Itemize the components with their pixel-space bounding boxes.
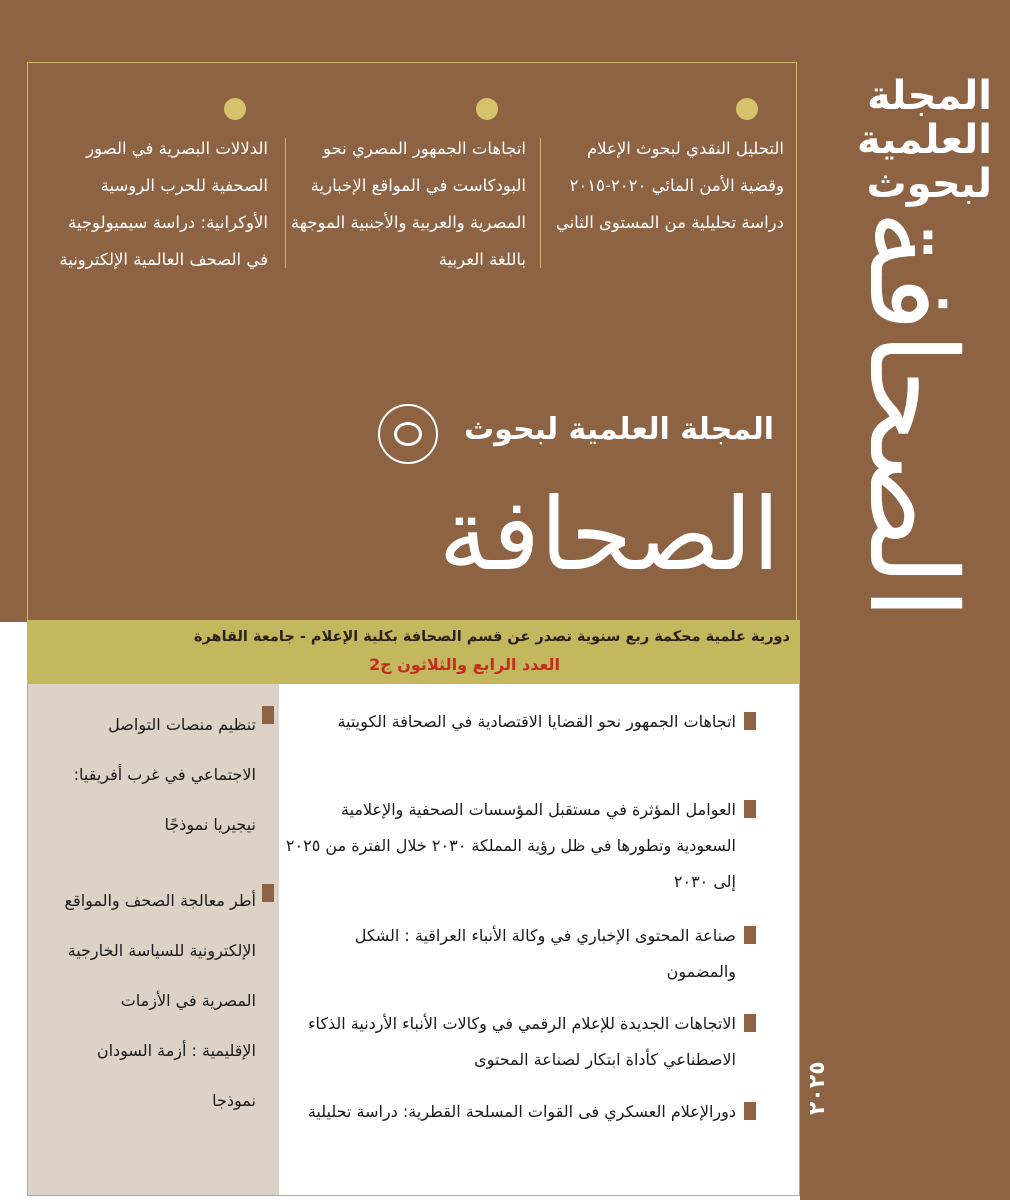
brown-square-bullet-icon [744,1014,756,1032]
column-separator [540,138,541,268]
issue-date: أكتوبر / ديسمبر ٢٠٢٥ [761,1004,830,1172]
issue-number: العدد الرابع والثلاثون ج2 [368,655,560,674]
top-article-1: التحليل النقدي لبحوث الإعلام وقضية الأمن المائي ٢٠٢٠-٢٠١٥ دراسة تحليلية من المستوى الثاني [555,139,784,232]
brown-square-bullet-icon [262,884,274,902]
top-article-3: الدلالات البصرية في الصور الصحفية للحرب الروسية الأوكرانية: دراسة سيميولوجية في الصحف العالمية الإلكترونية [59,139,268,269]
brown-square-bullet-icon [744,926,756,944]
side-journal-title [812,74,992,206]
top-gold-frame-right [796,62,797,622]
side-title-line: المجلة [867,73,992,119]
top-article-2: اتجاهات الجمهور المصري نحو البودكاست في المواقع الإخبارية المصرية والعربية والأجنبية الموجهة باللغة العربية [290,139,526,269]
article-4: الاتجاهات الجديدة للإعلام الرقمي في وكالات الأنباء الأردنية الذكاء الاصطناعي كأداة ابتكار لصناعة المحتوى [307,1014,736,1069]
article-2: العوامل المؤثرة في مستقبل المؤسسات الصحفية والإعلامية السعودية وتطورها في ظل رؤية المملكة ٢٠٣٠ خلال الفترة من ٢٠٢٥ إلى ٢٠٣٠ [285,800,736,891]
side-journal-name: الصحافة [842,210,981,620]
article-3: صناعة المحتوى الإخباري في وكالة الأنباء العراقية : الشكل والمضمون [354,926,736,981]
brown-square-bullet-icon [744,800,756,818]
left-article-2: أطر معالجة الصحف والمواقع الإلكترونية للسياسة الخارجية المصرية في الأزمات الإقليمية : أزمة السودان نموذجا [64,891,256,1110]
column-separator [285,138,286,268]
side-title-line: العلمية [856,117,992,163]
journal-eye-logo-icon [378,404,438,464]
gold-bullet-dot-icon [476,98,498,120]
left-article-1: تنظيم منصات التواصل الاجتماعي في غرب أفريقيا: نيجيريا نموذجًا [73,715,256,834]
article-1: اتجاهات الجمهور نحو القضايا الاقتصادية في الصحافة الكويتية [337,712,736,731]
gold-bullet-dot-icon [224,98,246,120]
brown-square-bullet-icon [744,712,756,730]
journal-description: دورية علمية محكمة ربع سنوية تصدر عن قسم الصحافة بكلية الإعلام - جامعة القاهرة [193,629,790,645]
gold-bullet-dot-icon [736,98,758,120]
brown-square-bullet-icon [744,1102,756,1120]
article-5: دورالإعلام العسكري فى القوات المسلحة القطرية: دراسة تحليلية [307,1102,736,1121]
journal-title: الصحافة [438,476,780,593]
brown-square-bullet-icon [262,706,274,724]
logo-eye-outline [394,422,422,446]
journal-subtitle: المجلة العلمية لبحوث [464,412,774,447]
side-title-line: لبحوث [866,161,992,207]
